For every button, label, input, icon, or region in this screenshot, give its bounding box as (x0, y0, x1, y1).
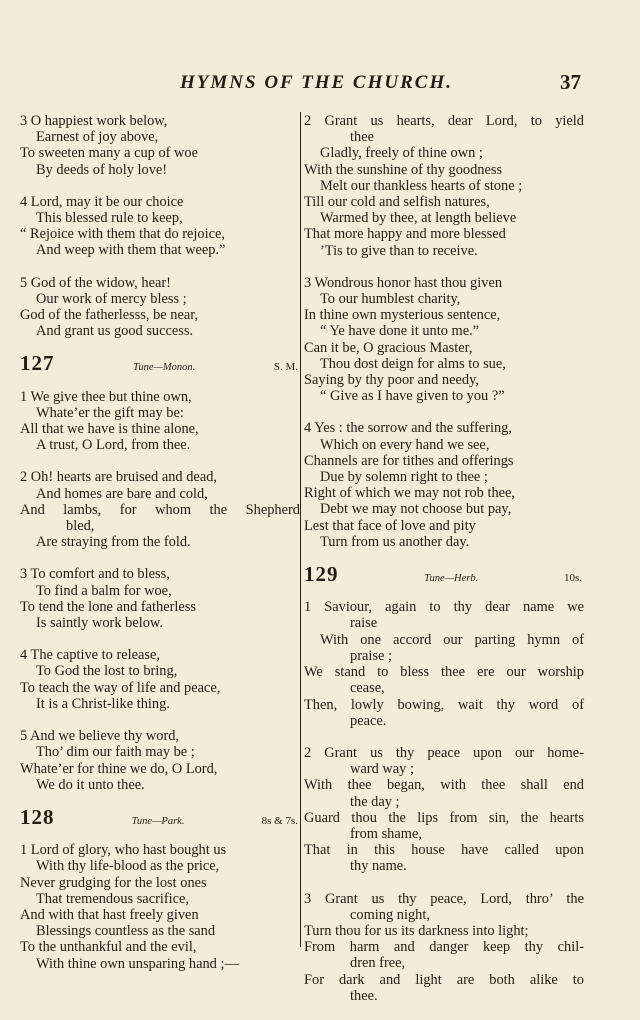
stanza (20, 647, 300, 712)
verse-line: Due by solemn right to thee ; (320, 469, 488, 486)
hymn-stanzas (304, 599, 584, 1004)
left-column (20, 113, 300, 988)
verse-line: Never grudging for the lost ones (20, 874, 207, 891)
verse-line: 3 Wondrous honor hast thou given (304, 274, 503, 291)
verse-line: To sweeten many a cup of woe (20, 145, 199, 162)
verse-line: 1 Saviour, again to thy dear name we (304, 599, 584, 616)
verse-line: Till our cold and selfish natures, (304, 194, 490, 211)
hymn-128 (20, 804, 300, 972)
verse-line: With thy life-blood as the price, (36, 858, 220, 875)
verse-line: Are straying from the fold. (36, 534, 191, 551)
hymn-number: 128 (20, 804, 55, 829)
verse-line: 4 The captive to release, (20, 647, 160, 664)
tune-name: Tune—Monon. (133, 362, 196, 374)
hymn-stanzas (20, 842, 300, 972)
verse-line: For dark and light are both alike to (304, 971, 584, 988)
verse-line: A trust, O Lord, from thee. (36, 437, 191, 454)
verse-line: 2 Grant us thy peace upon our home- (304, 744, 584, 761)
verse-line: 1 Lord of glory, who hast bought us (20, 842, 227, 859)
verse-line: Gladly, freely of thine own ; (320, 145, 483, 162)
verse-line: “ Give as I have given to you ?” (320, 388, 505, 405)
verse-line: To find a balm for woe, (36, 582, 172, 599)
verse-line: peace. (350, 712, 387, 729)
verse-line: 2 Oh! hearts are bruised and dead, (20, 469, 217, 486)
verse-line: thy name. (350, 858, 407, 875)
stanza (20, 566, 300, 631)
verse-line: 3 Grant us thy peace, Lord, thro’ the (304, 890, 584, 907)
verse-line: It is a Christ-like thing. (36, 695, 170, 712)
stanza (304, 891, 584, 1004)
hymn-127 (20, 351, 300, 793)
verse-line: To tend the lone and fatherless (20, 598, 197, 615)
verse-line: Our work of mercy bless ; (36, 290, 187, 307)
verse-line: To our humblest charity, (320, 291, 461, 308)
stanza (304, 599, 584, 729)
stanza (304, 420, 584, 550)
hymn-129 (304, 562, 584, 1004)
continued-hymn-stanzas (304, 113, 584, 550)
verse-line: And grant us good success. (36, 323, 194, 340)
hymn-meter: 8s & 7s. (261, 814, 298, 827)
verse-line: And homes are bare and cold, (36, 485, 208, 502)
verse-line: 4 Yes : the sorrow and the suffering, (304, 420, 512, 437)
verse-line: Right of which we may not rob thee, (304, 485, 516, 502)
verse-line: Tho’ dim our faith may be ; (36, 744, 195, 761)
verse-line: In thine own mysterious sentence, (304, 307, 501, 324)
verse-line: Melt our thankless hearts of stone ; (320, 177, 523, 194)
tune-name: Tune—Park. (131, 815, 185, 827)
stanza (20, 728, 300, 793)
verse-line: With one accord our parting hymn of (320, 631, 584, 648)
verse-line: To God the lost to bring, (36, 663, 178, 680)
hymn-meter: S. M. (273, 361, 298, 374)
tune-name: Tune—Herb. (424, 573, 479, 585)
verse-line: To the unthankful and the evil, (20, 939, 197, 956)
verse-line: ’Tis to give than to receive. (320, 242, 478, 259)
verse-line: Whate’er the gift may be: (36, 404, 184, 421)
verse-line: Blessings countless as the sand (36, 923, 216, 940)
verse-line: cease, (350, 680, 385, 697)
verse-line: And with that hast freely given (20, 906, 199, 923)
stanza (20, 275, 300, 340)
verse-line: the day ; (350, 793, 400, 810)
verse-line: That in this house have called upon (304, 842, 584, 859)
verse-line: This blessed rule to keep, (36, 210, 183, 227)
verse-line: Turn thou for us its darkness into light; (304, 922, 529, 939)
verse-line: praise ; (350, 647, 392, 664)
hymn-number: 129 (304, 562, 339, 587)
verse-line: With thine own unsparing hand ;— (36, 955, 239, 972)
verse-line: Guard thou the lips from sin, the hearts (304, 809, 584, 826)
verse-line: thee. (350, 987, 378, 1004)
verse-line: raise (350, 615, 378, 632)
verse-line: Saying by thy poor and needy, (304, 372, 479, 389)
column-divider (300, 112, 301, 947)
verse-line: Then, lowly bowing, wait thy word of (304, 696, 584, 713)
verse-line: From harm and danger keep thy chil- (304, 939, 584, 956)
verse-line: 1 We give thee but thine own, (20, 388, 192, 405)
verse-line: thee (350, 129, 374, 146)
verse-line: from shame, (350, 825, 422, 842)
verse-line: With thee began, with thee shall end (304, 777, 584, 794)
verse-line: To teach the way of life and peace, (20, 679, 221, 696)
verse-line: Thou dost deign for alms to sue, (320, 355, 506, 372)
verse-line: God of the fatherlesss, be near, (20, 307, 199, 324)
verse-line: And lambs, for whom the Shepherd (20, 501, 300, 518)
verse-line: Debt we may not choose but pay, (320, 501, 512, 518)
stanza (20, 389, 300, 454)
stanza (304, 745, 584, 875)
verse-line: Can it be, O gracious Master, (304, 339, 473, 356)
verse-line: 2 Grant us hearts, dear Lord, to yield (304, 113, 584, 129)
verse-line: All that we have is thine alone, (20, 421, 199, 438)
verse-line: Is saintly work below. (36, 615, 163, 632)
verse-line: Channels are for tithes and offerings (304, 452, 514, 469)
stanza (20, 842, 300, 972)
hymn-header (20, 351, 298, 376)
hymn-header (20, 804, 298, 830)
running-title: HYMNS OF THE CHURCH. (180, 72, 453, 93)
stanza (20, 194, 300, 259)
stanza (20, 469, 300, 550)
hymn-meter: 10s. (563, 572, 582, 585)
verse-line: Which on every hand we see, (320, 436, 490, 453)
stanza (20, 113, 300, 178)
stanza (304, 275, 584, 405)
verse-line: 3 To comfort and to bless, (20, 566, 170, 583)
hymn-header (304, 562, 582, 587)
verse-line: By deeds of holy love! (36, 161, 168, 178)
verse-line: Lest that face of love and pity (304, 517, 476, 534)
page-number: 37 (560, 70, 581, 94)
continued-hymn-stanzas (20, 113, 300, 339)
verse-line: Warmed by thee, at length believe (320, 210, 517, 227)
verse-line: With the sunshine of thy goodness (304, 161, 503, 178)
verse-line: ward way ; (350, 761, 414, 778)
verse-line: That more happy and more blessed (304, 226, 506, 243)
verse-line: 3 O happiest work below, (20, 113, 168, 129)
page-header (0, 70, 640, 96)
verse-line: We stand to bless thee ere our worship (304, 664, 584, 681)
right-column (304, 113, 584, 1020)
hymn-stanzas (20, 389, 300, 793)
stanza (304, 113, 584, 259)
verse-line: bled, (66, 518, 95, 535)
verse-line: coming night, (350, 906, 430, 923)
verse-line: “ Rejoice with them that do rejoice, (20, 226, 225, 243)
verse-line: “ Ye have done it unto me.” (320, 323, 480, 340)
hymn-number: 127 (20, 351, 55, 376)
verse-line: 5 And we believe thy word, (20, 728, 180, 745)
verse-line: Turn from us another day. (320, 533, 470, 550)
verse-line: Earnest of joy above, (36, 129, 159, 146)
verse-line: And weep with them that weep.” (36, 242, 226, 259)
verse-line: 4 Lord, may it be our choice (20, 193, 184, 210)
verse-line: Whate’er for thine we do, O Lord, (20, 760, 218, 777)
verse-line: dren free, (350, 955, 406, 972)
verse-line: 5 God of the widow, hear! (20, 274, 171, 291)
verse-line: That tremendous sacrifice, (36, 890, 190, 907)
verse-line: We do it unto thee. (36, 776, 145, 793)
